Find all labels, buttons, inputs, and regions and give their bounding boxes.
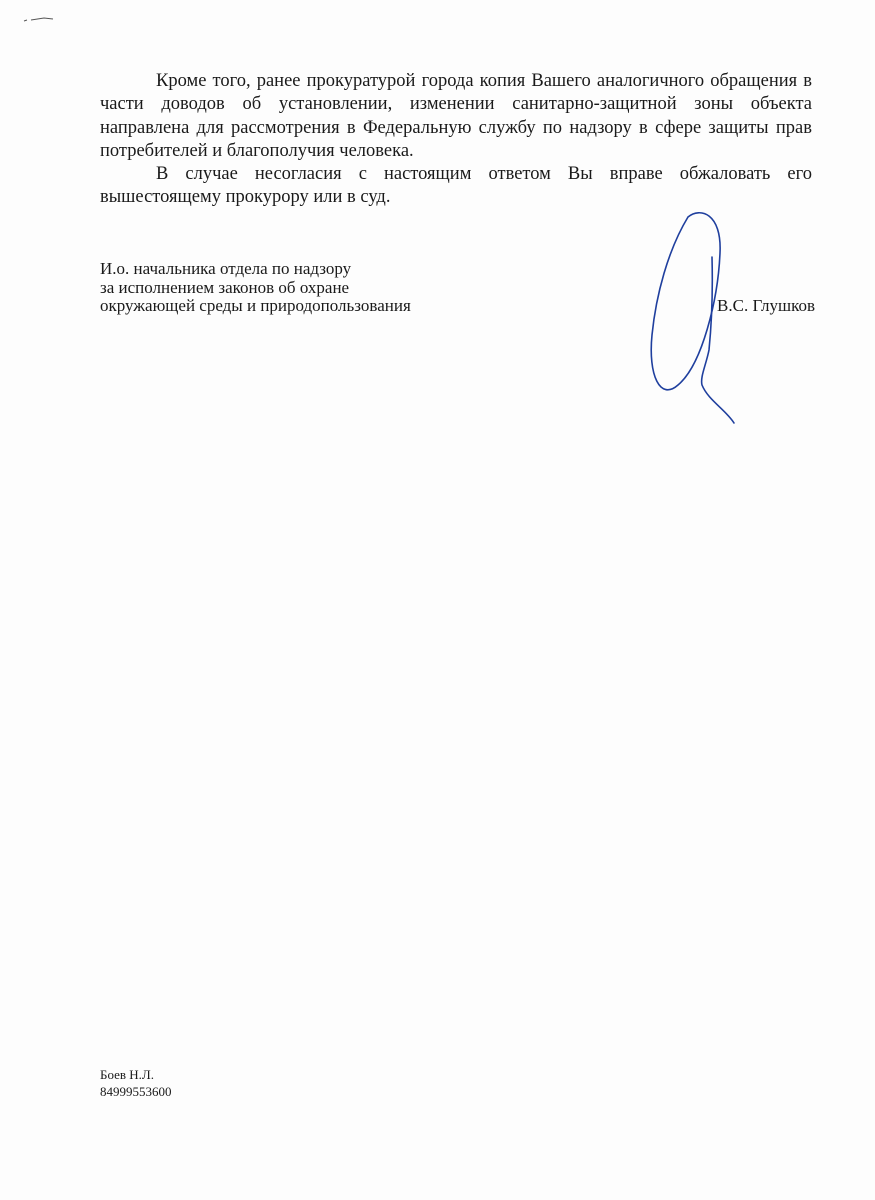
scan-speck-mark bbox=[22, 14, 56, 24]
signer-name: В.С. Глушков bbox=[717, 296, 815, 315]
signer-position-line-2: за исполнением законов об охране bbox=[100, 277, 350, 297]
signer-position-line-1: И.о. начальника отдела по надзору bbox=[100, 259, 352, 278]
signer-position-line-3: окружающей среды и природопользования bbox=[100, 296, 411, 315]
executor-info bbox=[100, 1066, 172, 1100]
signature-block bbox=[100, 260, 815, 316]
paragraph-sanitary-zone-referral: Кроме того, ранее прокуратурой города копия Вашего аналогичного обращения в части доводов об установлении, изменении санитарно-защитной зоны объекта направлена для рассмотрения в Федеральную службу по надзору в сфере защиты прав потребителей и благополучия человека. bbox=[100, 71, 812, 161]
letter-body bbox=[100, 70, 812, 210]
paragraph-appeal-rights: В случае несогласия с настоящим ответом Вы вправе обжаловать его вышестоящему прокурору или в суд. bbox=[100, 164, 812, 208]
executor-name: Боев Н.Л. bbox=[100, 1067, 154, 1082]
handwritten-signature bbox=[630, 205, 750, 430]
executor-phone: 84999553600 bbox=[100, 1084, 172, 1099]
